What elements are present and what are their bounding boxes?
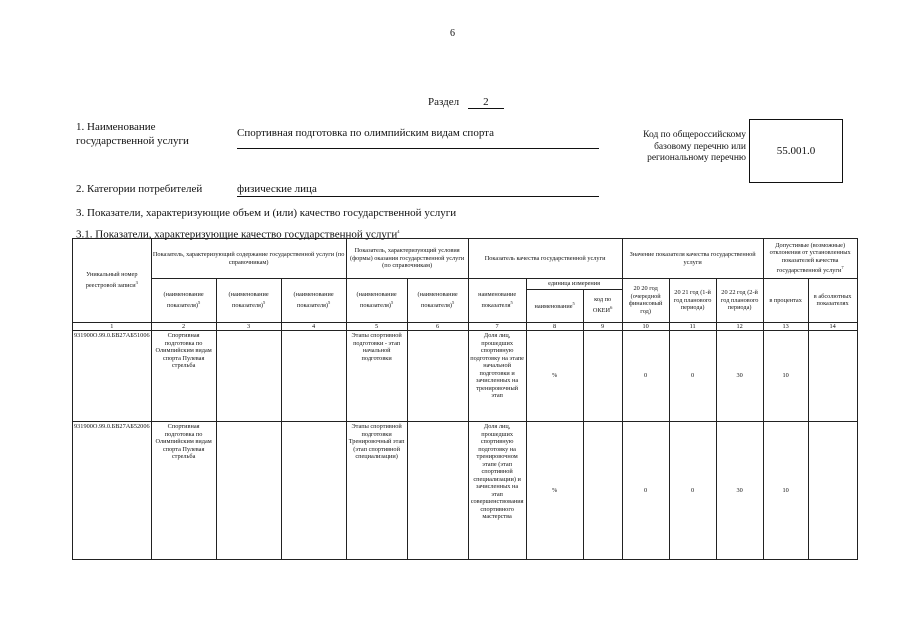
cell-unit: % bbox=[526, 422, 583, 560]
cell-year-3: 30 bbox=[716, 331, 763, 422]
section-3-1-sup: 4 bbox=[397, 229, 400, 234]
cell-condition-2 bbox=[407, 422, 468, 560]
header-okei-sup: 6 bbox=[610, 304, 613, 310]
header-year-3: 20 22 год (2-й год планового периода) bbox=[716, 279, 763, 323]
header-content-1-text: (наименование показателя) bbox=[163, 291, 204, 309]
col-number: 5 bbox=[346, 322, 407, 331]
header-indicator-name bbox=[468, 279, 526, 323]
header-quality: Показатель качества государственной услуги bbox=[468, 239, 622, 279]
header-absolute: в абсолютных показателях bbox=[808, 279, 857, 323]
cell-content-3 bbox=[281, 422, 346, 560]
header-condition-1 bbox=[346, 279, 407, 323]
col-number: 1 bbox=[73, 322, 152, 331]
cell-content-2 bbox=[216, 422, 281, 560]
section-3-1-text: 3.1. Показатели, характеризующие качество государственной услуги bbox=[76, 228, 398, 241]
cell-code: 931900О.99.0.БВ27АБ52006 bbox=[73, 422, 152, 560]
col-number: 13 bbox=[763, 322, 808, 331]
header-condition-1-text: (наименование показателя) bbox=[356, 291, 397, 309]
col-number: 2 bbox=[151, 322, 216, 331]
header-content-3 bbox=[281, 279, 346, 323]
consumers-label: 2. Категории потребителей bbox=[76, 183, 203, 195]
header-content-3-sup: 5 bbox=[328, 299, 331, 305]
col-number: 8 bbox=[526, 322, 583, 331]
header-indicator-name-text: наименование показателя bbox=[478, 291, 517, 309]
cell-content-3 bbox=[281, 331, 346, 422]
cell-percent: 10 bbox=[763, 331, 808, 422]
quality-table bbox=[72, 238, 858, 560]
header-okei bbox=[583, 289, 622, 322]
page-number: 6 bbox=[450, 28, 455, 39]
code-label: Код по общероссийскому базовому перечню или региональному перечню bbox=[643, 130, 746, 163]
header-unit: единица измерения bbox=[526, 279, 622, 290]
cell-year-2: 0 bbox=[669, 331, 716, 422]
header-row-2 bbox=[73, 279, 858, 290]
header-unit-name-text: наименование bbox=[534, 303, 573, 311]
col-number: 14 bbox=[808, 322, 857, 331]
col-number: 9 bbox=[583, 322, 622, 331]
col-number: 7 bbox=[468, 322, 526, 331]
header-unique-sup: 3 bbox=[135, 279, 138, 285]
header-deviation bbox=[763, 239, 857, 279]
header-indicator-name-sup: 5 bbox=[510, 299, 513, 305]
cell-year-3: 30 bbox=[716, 422, 763, 560]
header-deviation-text: Допустимые (возможные) отклонения от установленных показателей качества государственной услуги bbox=[769, 241, 851, 275]
razdel-heading bbox=[428, 96, 504, 109]
header-deviation-sup: 7 bbox=[841, 265, 844, 271]
header-content-1-sup: 5 bbox=[198, 299, 201, 305]
razdel-number: 2 bbox=[468, 96, 504, 109]
cell-content-1: Спортивная подготовка по Олимпийским видам спорта Пулевая стрельба bbox=[151, 422, 216, 560]
cell-absolute bbox=[808, 331, 857, 422]
header-conditions: Показатель, характеризующий условия (формы) оказания государственной услуги (по справочникам) bbox=[346, 239, 468, 279]
header-content-2-text: (наименование показателя) bbox=[228, 291, 269, 309]
header-unique-number bbox=[73, 239, 152, 323]
header-content-1 bbox=[151, 279, 216, 323]
col-number: 12 bbox=[716, 322, 763, 331]
table-row bbox=[73, 422, 858, 560]
header-condition-2-sup: 5 bbox=[452, 299, 455, 305]
cell-code: 931900О.99.0.БВ27АБ51006 bbox=[73, 331, 152, 422]
col-number: 4 bbox=[281, 322, 346, 331]
code-value: 55.001.0 bbox=[776, 145, 816, 157]
cell-absolute bbox=[808, 422, 857, 560]
cell-indicator: Доля лиц, прошедших спортивную подготовку на этапе начальной подготовки и зачисленных на тренировочный этап bbox=[468, 331, 526, 422]
header-content-3-text: (наименование показателя) bbox=[293, 291, 334, 309]
cell-content-2 bbox=[216, 331, 281, 422]
header-condition-1-sup: 5 bbox=[391, 299, 394, 305]
cell-indicator: Доля лиц, прошедших спортивную подготовку на тренировочном этапе (этап спортивной специализации) и зачисленных на этап совершенствования спортивного мастерства bbox=[468, 422, 526, 560]
cell-content-1: Спортивная подготовка по Олимпийским видам спорта Пулевая стрельба bbox=[151, 331, 216, 422]
section-3-title: 3. Показатели, характеризующие объем и (или) качество государственной услуги bbox=[76, 207, 457, 219]
header-condition-2 bbox=[407, 279, 468, 323]
header-content: Показатель, характеризующий содержание государственной услуги (по справочникам) bbox=[151, 239, 346, 279]
code-box bbox=[749, 119, 843, 183]
cell-condition-2 bbox=[407, 331, 468, 422]
table-row bbox=[73, 331, 858, 422]
header-row-1 bbox=[73, 239, 858, 279]
header-content-2 bbox=[216, 279, 281, 323]
consumers-value: физические лица bbox=[237, 182, 599, 197]
cell-condition-1: Этапы спортивной подготовки - этап начальной подготовки bbox=[346, 331, 407, 422]
col-number: 3 bbox=[216, 322, 281, 331]
cell-condition-1: Этапы спортивной подготовки Тренировочный этап (этап спортивной специализации) bbox=[346, 422, 407, 560]
cell-year-2: 0 bbox=[669, 422, 716, 560]
header-okei-text: код по ОКЕИ bbox=[592, 296, 612, 315]
header-unique-text: Уникальный номер реестровой записи bbox=[85, 271, 138, 289]
service-label: 1. Наименование государственной услуги bbox=[76, 121, 189, 147]
header-unit-name-sup: 5 bbox=[572, 301, 575, 307]
header-value: Значение показателя качества государственной услуги bbox=[622, 239, 763, 279]
cell-okei bbox=[583, 422, 622, 560]
razdel-label: Раздел bbox=[428, 96, 460, 108]
header-percent: в процентах bbox=[763, 279, 808, 323]
col-number: 11 bbox=[669, 322, 716, 331]
header-unit-name bbox=[526, 289, 583, 322]
column-number-row bbox=[73, 322, 858, 331]
service-value: Спортивная подготовка по олимпийским видам спорта bbox=[237, 126, 599, 149]
col-number: 10 bbox=[622, 322, 669, 331]
cell-okei bbox=[583, 331, 622, 422]
cell-percent: 10 bbox=[763, 422, 808, 560]
header-year-2: 20 21 год (1-й год планового периода) bbox=[669, 279, 716, 323]
cell-year-1: 0 bbox=[622, 422, 669, 560]
header-condition-2-text: (наименование показателя) bbox=[417, 291, 458, 309]
col-number: 6 bbox=[407, 322, 468, 331]
cell-year-1: 0 bbox=[622, 331, 669, 422]
cell-unit: % bbox=[526, 331, 583, 422]
header-year-1: 20 20 год (очередной финансовый год) bbox=[622, 279, 669, 323]
header-content-2-sup: 5 bbox=[263, 299, 266, 305]
